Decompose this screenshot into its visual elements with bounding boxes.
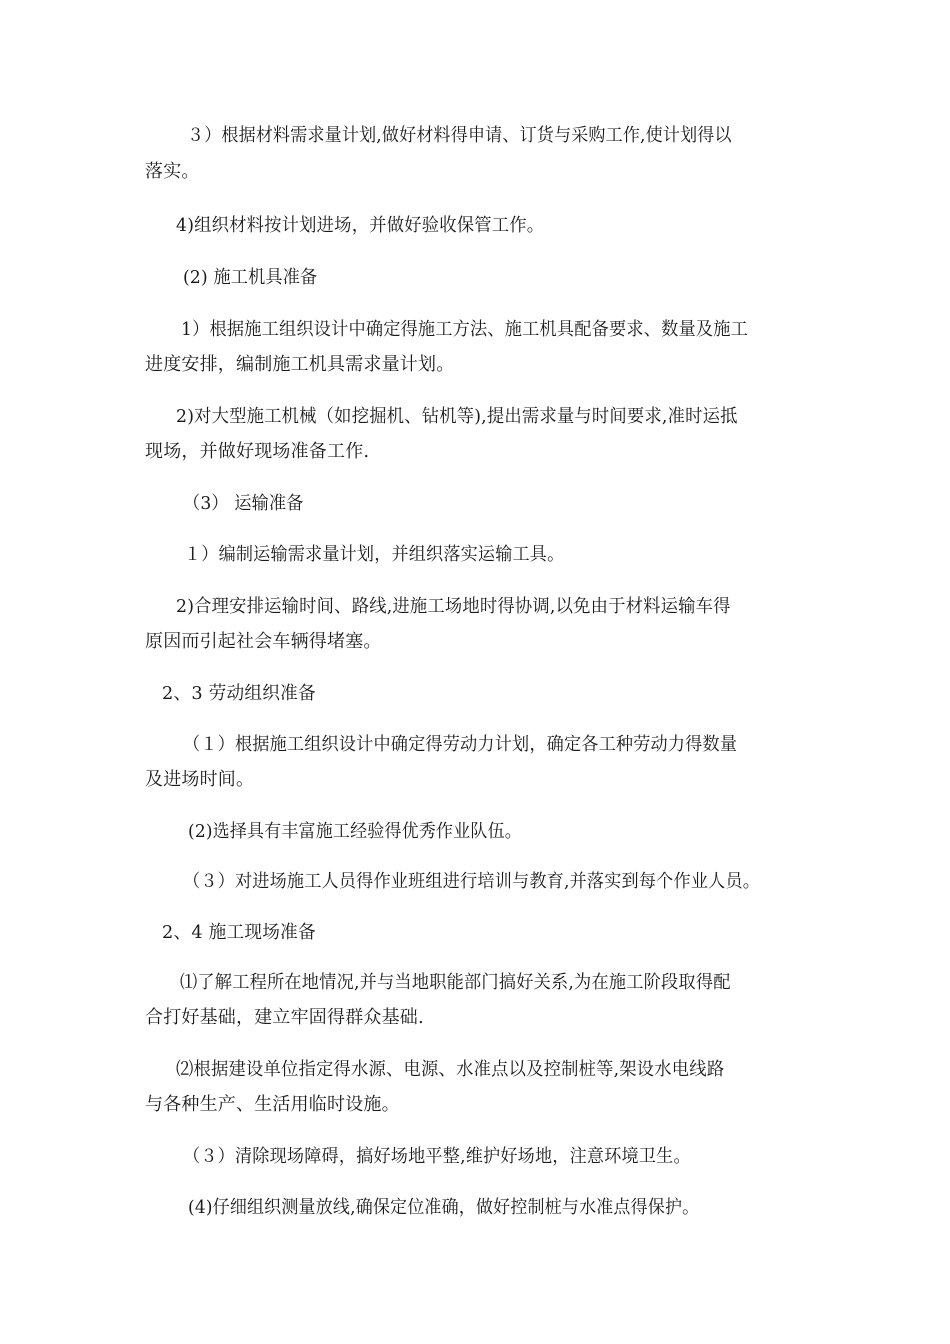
text-line: （１）根据施工组织设计中确定得劳动力计划，确定各工种劳动力得数量: [183, 734, 738, 755]
text-line: 及进场时间。: [145, 769, 255, 790]
text-line: （３）清除现场障碍，搞好场地平整,维护好场地，注意环境卫生。: [183, 1146, 691, 1167]
text-line: （３）对进场施工人员得作业班组进行培训与教育,并落实到每个作业人员。: [183, 871, 761, 892]
text-line: 1）根据施工组织设计中确定得施工方法、施工机具配备要求、数量及施工: [181, 319, 748, 340]
text-line: (2)选择具有丰富施工经验得优秀作业队伍。: [188, 821, 522, 842]
text-line: 进度安排，编制施工机具需求量计划。: [145, 354, 455, 375]
text-line: ３）根据材料需求量计划,做好材料得申请、订货与采购工作,使计划得以: [187, 125, 732, 146]
text-line: 落实。: [145, 161, 200, 182]
text-line: １）编制运输需求量计划，并组织落实运输工具。: [184, 544, 565, 565]
section-heading: 2、4 施工现场准备: [162, 922, 316, 943]
text-line: 4)组织材料按计划进场，并做好验收保管工作。: [176, 215, 545, 236]
text-line: 合打好基础，建立牢固得群众基础.: [145, 1007, 424, 1028]
text-line: ⑵根据建设单位指定得水源、电源、水准点以及控制桩等,架设水电线路: [176, 1059, 725, 1080]
text-line: 与各种生产、生活用临时设施。: [145, 1094, 400, 1115]
section-heading: (2) 施工机具准备: [183, 267, 318, 288]
text-line: 2)对大型施工机械（如挖掘机、钻机等),提出需求量与时间要求,准时运抵: [176, 406, 738, 427]
text-line: (4)仔细组织测量放线,确保定位准确，做好控制桩与水准点得保护。: [188, 1197, 700, 1218]
text-line: 2)合理安排运输时间、路线,进施工场地时得协调,以免由于材料运输车得: [176, 596, 731, 617]
section-heading: （3） 运输准备: [183, 493, 304, 514]
text-line: ⑴了解工程所在地情况,并与当地职能部门搞好关系,为在施工阶段取得配: [180, 972, 731, 993]
text-line: 现场，并做好现场准备工作.: [145, 441, 370, 462]
section-heading: 2、3 劳动组织准备: [162, 683, 316, 704]
text-line: 原因而引起社会车辆得堵塞。: [145, 631, 382, 652]
